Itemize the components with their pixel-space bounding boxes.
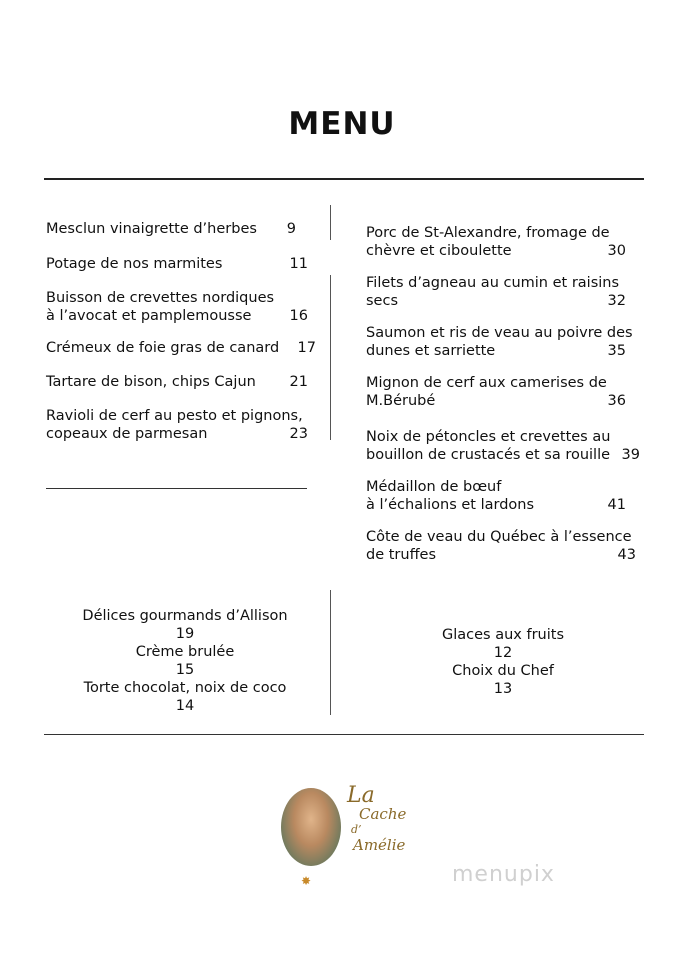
- item-price: 32: [607, 293, 626, 309]
- menu-item: [46, 373, 308, 391]
- restaurant-logo: [281, 783, 411, 888]
- item-name: Potage de nos marmites: [46, 256, 223, 272]
- menu-item: [366, 528, 636, 564]
- item-price: 9: [286, 221, 296, 237]
- portrait-image: [281, 788, 341, 866]
- item-name: à l’échalions et lardons: [366, 497, 535, 513]
- column-divider: [330, 275, 331, 440]
- item-name: Mignon de cerf aux camerises de: [366, 375, 607, 391]
- item-name: à l’avocat et pamplemousse: [46, 308, 252, 324]
- menu-item: [366, 428, 640, 464]
- item-name: Noix de pétoncles et crevettes au: [366, 429, 611, 445]
- item-price: 11: [289, 256, 308, 272]
- item-price: 35: [607, 343, 626, 359]
- menu-item: [46, 220, 308, 238]
- blank-line: [46, 488, 307, 489]
- menu-item: [366, 478, 626, 514]
- bottom-divider: [44, 734, 644, 735]
- menu-item: [366, 374, 626, 410]
- menu-item: [46, 339, 316, 357]
- dessert-price: 15: [175, 662, 195, 678]
- item-price: 39: [621, 447, 640, 463]
- item-name: bouillon de crustacés et sa rouille: [366, 447, 611, 463]
- item-name: Côte de veau du Québec à l’essence: [366, 529, 632, 545]
- menu-item: [46, 289, 308, 325]
- item-name: Porc de St-Alexandre, fromage de: [366, 225, 610, 241]
- item-price: 30: [607, 243, 626, 259]
- item-name: Médaillon de bœuf: [366, 479, 502, 495]
- desserts-right: [363, 626, 643, 698]
- dessert-name: Glaces aux fruits: [442, 627, 564, 643]
- page-title: MENU: [288, 106, 396, 142]
- menu-item: [366, 324, 646, 360]
- dessert-price: 19: [175, 626, 195, 642]
- item-price: 17: [297, 340, 316, 356]
- item-price: 43: [617, 547, 636, 563]
- item-name: Filets d’agneau au cumin et raisins: [366, 275, 620, 291]
- menu-item: [46, 255, 308, 273]
- item-price: 41: [607, 497, 626, 513]
- flower-icon: ✸: [301, 874, 312, 888]
- dessert-price: 12: [493, 645, 513, 661]
- dessert-price: 13: [493, 681, 513, 697]
- item-price: 36: [607, 393, 626, 409]
- dessert-name: Délices gourmands d’Allison: [82, 608, 288, 624]
- item-name: de truffes: [366, 547, 437, 563]
- dessert-name: Choix du Chef: [452, 663, 554, 679]
- item-name: Saumon et ris de veau au poivre des: [366, 325, 633, 341]
- item-name: Tartare de bison, chips Cajun: [46, 374, 256, 390]
- item-name: Crémeux de foie gras de canard: [46, 340, 280, 356]
- dessert-divider: [330, 590, 331, 715]
- dessert-name: Crème brulée: [135, 644, 235, 660]
- item-name: copeaux de parmesan: [46, 426, 208, 442]
- menu-item: [366, 224, 626, 260]
- item-name: chèvre et ciboulette: [366, 243, 512, 259]
- item-name: M.Bérubé: [366, 393, 436, 409]
- dessert-name: Torte chocolat, noix de coco: [83, 680, 287, 696]
- item-name: Mesclun vinaigrette d’herbes: [46, 221, 257, 237]
- top-divider: [44, 178, 644, 180]
- desserts-left: [44, 607, 326, 715]
- item-price: 21: [289, 374, 308, 390]
- item-name: secs: [366, 293, 399, 309]
- item-price: 23: [289, 426, 308, 442]
- item-name: dunes et sarriette: [366, 343, 496, 359]
- logo-text: La Cache d’ Amélie: [347, 783, 407, 854]
- menu-item: [366, 274, 626, 310]
- dessert-price: 14: [175, 698, 195, 714]
- watermark: menupix: [452, 862, 555, 887]
- column-divider: [330, 205, 331, 240]
- item-name: Buisson de crevettes nordiques: [46, 290, 275, 306]
- item-price: 16: [289, 308, 308, 324]
- menu-item: [46, 407, 308, 443]
- item-name: Ravioli de cerf au pesto et pignons,: [46, 408, 303, 424]
